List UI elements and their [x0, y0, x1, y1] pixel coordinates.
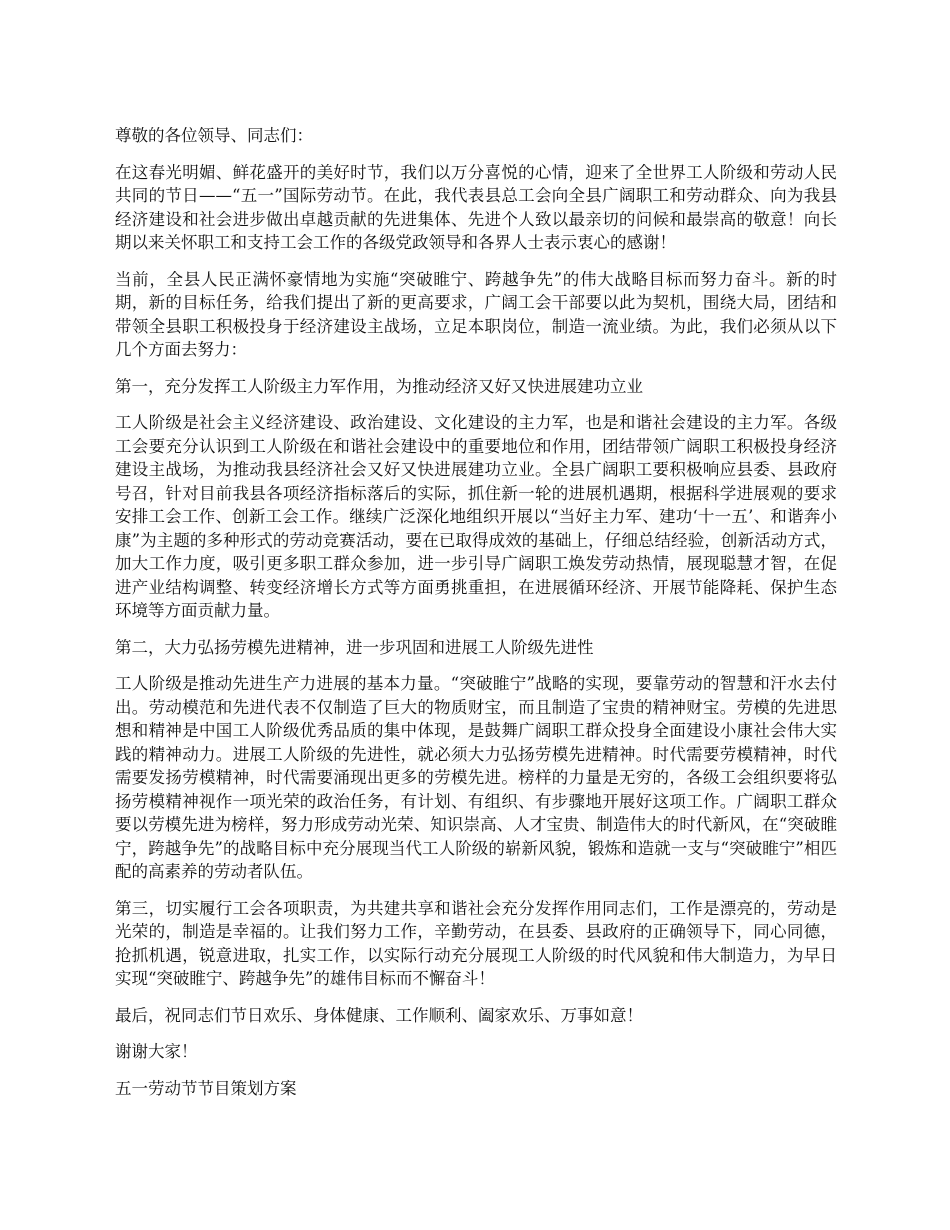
paragraph-next-title: 五一劳动节节目策划方案: [115, 1078, 297, 1098]
paragraph-third: 第三，切实履行工会各项职责，为共建共享和谐社会充分发挥作用同志们，工作是漂亮的，劳动是光荣的，制造是幸福的。让我们努力工作，辛勤劳动，在县委、县政府的正确领导下，同心同德，抢抓机遇，锐意进取，扎实工作，以实际行动充分展现工人阶级的时代风貌和伟大制造力，为早日实现“突破睢宁、跨越争先”的雄伟目标而不懈奋斗！: [115, 898, 837, 988]
paragraph-current-task: 当前，全县人民正满怀豪情地为实施“突破睢宁、跨越争先”的伟大战略目标而努力奋斗。新的时期，新的目标任务，给我们提出了新的更高要求，广阔工会干部要以此为契机，围绕大局，团结和带领全县职工积极投身于经济建设主战场，立足本职岗位，制造一流业绩。为此，我们必须从以下几个方面去努力：: [115, 269, 837, 359]
heading-second: 第二，大力弘扬劳模先进精神，进一步巩固和进展工人阶级先进性: [115, 637, 594, 657]
paragraph-model-workers: 工人阶级是推动先进生产力进展的基本力量。“突破睢宁”战略的实现，要靠劳动的智慧和汗水去付出。劳动模范和先进代表不仅制造了巨大的物质财宝，而且制造了宝贵的精神财宝。劳模的先进思想和精神是中国工人阶级优秀品质的集中体现，是鼓舞广阔职工群众投身全面建设小康社会伟大实践的精神动力。进展工人阶级的先进性，就必须大力弘扬劳模先进精神。时代需要劳模精神，时代需要发扬劳模精神，时代需要涌现出更多的劳模先进。榜样的力量是无穷的，各级工会组织要将弘扬劳模精神视作一项光荣的政治任务，有计划、有组织、有步骤地开展好这项工作。广阔职工群众要以劳模先进为榜样，努力形成劳动光荣、知识崇高、人才宝贵、制造伟大的时代新风，在“突破睢宁，跨越争先”的战略目标中充分展现当代工人阶级的崭新风貌，锻炼和造就一支与“突破睢宁”相匹配的高素养的劳动者队伍。: [115, 674, 837, 881]
paragraph-intro: 在这春光明媚、鲜花盛开的美好时节，我们以万分喜悦的心情，迎来了全世界工人阶级和劳动人民共同的节日——“五一”国际劳动节。在此，我代表县总工会向全县广阔职工和劳动群众、向为我县经济建设和社会进步做出卓越贡献的先进集体、先进个人致以最亲切的问候和最崇高的敬意！向长期以来关怀职工和支持工会工作的各级党政领导和各界人士表示衷心的感谢！: [115, 162, 837, 252]
paragraph-thanks: 谢谢大家！: [115, 1042, 198, 1061]
document-body: [115, 124, 837, 1113]
paragraph-working-class: 工人阶级是社会主义经济建设、政治建设、文化建设的主力军，也是和谐社会建设的主力军。各级工会要充分认识到工人阶级在和谐社会建设中的重要地位和作用，团结带领广阔职工积极投身经济建设主战场，为推动我县经济社会又好又快进展建功立业。全县广阔职工要积极响应县委、县政府号召，针对目前我县各项经济指标落后的实际，抓住新一轮的进展机遇期，根据科学进展观的要求安排工会工作、创新工会工作。继续广泛深化地组织开展以“当好主力军、建功‘十一五’、和谐奔小康”为主题的多种形式的劳动竞赛活动，要在已取得成效的基础上，仔细总结经验，创新活动方式，加大工作力度，吸引更多职工群众参加，进一步引导广阔职工焕发劳动热情，展现聪慧才智，在促进产业结构调整、转变经济增长方式等方面勇挑重担，在进展循环经济、开展节能降耗、保护生态环境等方面贡献力量。: [115, 413, 837, 620]
paragraph-wishes: 最后，祝同志们节日欢乐、身体健康、工作顺利、阖家欢乐、万事如意！: [115, 1005, 643, 1025]
heading-first: 第一，充分发挥工人阶级主力军作用，为推动经济又好又快进展建功立业: [115, 376, 643, 396]
greeting: 尊敬的各位领导、同志们：: [115, 126, 313, 145]
